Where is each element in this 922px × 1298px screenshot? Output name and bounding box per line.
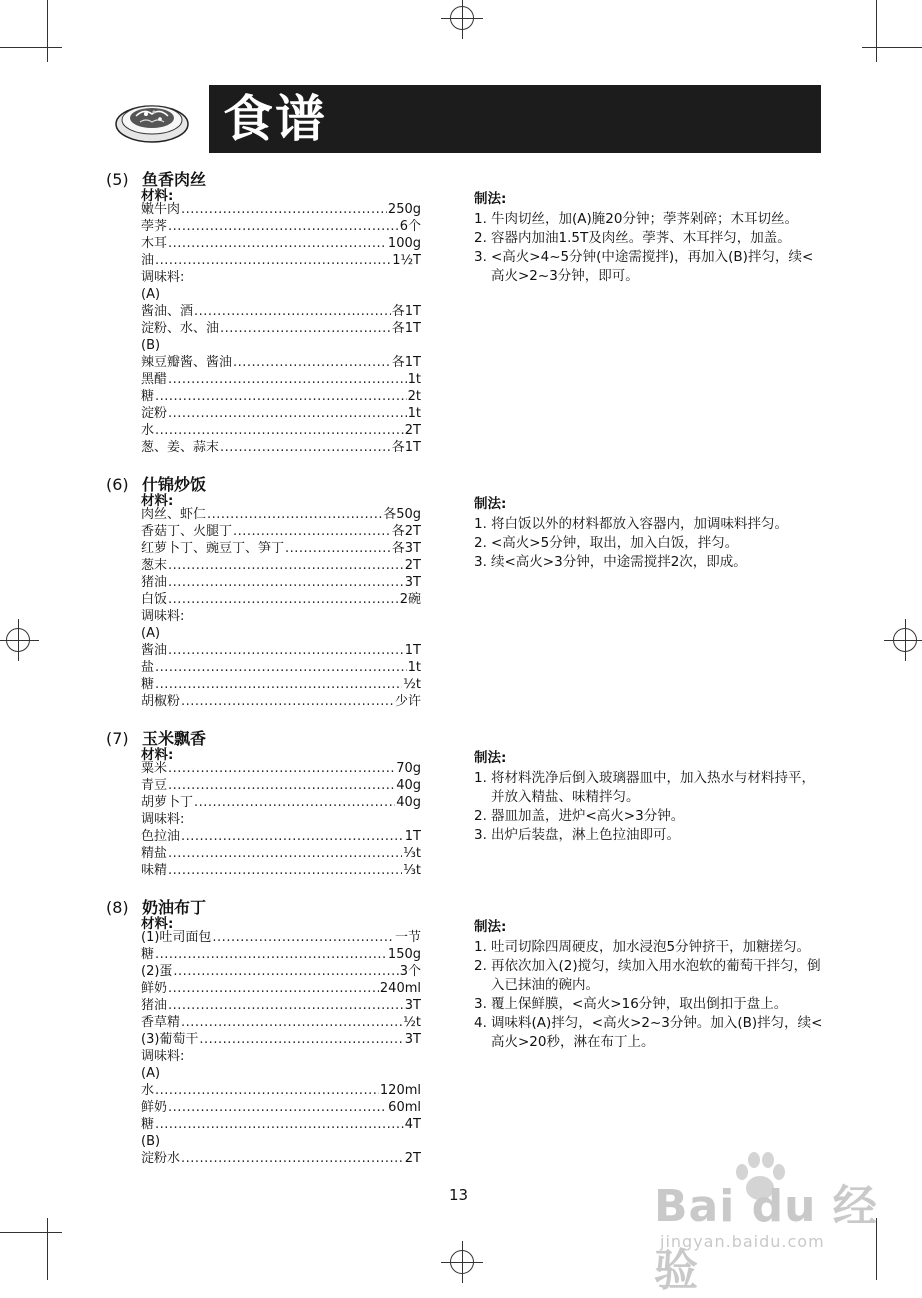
ingredient-name: 辣豆瓣酱、酱油: [141, 355, 233, 370]
ingredient-name: (2)蛋: [141, 964, 173, 979]
ingredient-amount: 各1T: [391, 440, 421, 455]
step-number: 1.: [474, 770, 487, 786]
materials-label: 材料:: [141, 916, 174, 932]
method-label: 制法:: [474, 496, 507, 512]
method-step: [474, 807, 826, 826]
ingredient-amount: ½t: [403, 677, 421, 692]
method-section: [474, 495, 826, 572]
leader-dots: [168, 777, 395, 794]
ingredient-amount: 40g: [396, 778, 421, 793]
leader-dots: [199, 1031, 403, 1048]
leader-dots: [220, 439, 391, 456]
leader-dots: [155, 1082, 379, 1099]
ingredient-name: 肉丝、虾仁: [141, 507, 207, 522]
step-number: 1.: [474, 939, 487, 955]
ingredient-subheading: 调味料:: [141, 609, 185, 624]
ingredient-amount: 各2T: [391, 524, 421, 539]
ingredient-row: [141, 439, 421, 456]
method-step: [474, 769, 826, 807]
recipe-number: (5): [106, 170, 129, 189]
ingredient-subheading: 调味料:: [141, 1049, 185, 1064]
ingredient-amount: 1T: [404, 829, 421, 844]
ingredient-name: 糖: [141, 1117, 155, 1132]
leader-dots: [173, 963, 398, 980]
ingredient-amount: 100g: [387, 236, 421, 251]
ingredient-row: [141, 1116, 421, 1133]
registration-mark-top: [450, 6, 474, 30]
crop-mark-top-right: [876, 0, 877, 62]
leader-dots: [168, 405, 407, 422]
leader-dots: [181, 693, 394, 710]
ingredient-amount: 各1T: [391, 355, 421, 370]
ingredient-name: 胡萝卜丁: [141, 795, 194, 810]
ingredient-amount: 2碗: [399, 592, 421, 607]
leader-dots: [181, 1014, 402, 1031]
leader-dots: [168, 235, 387, 252]
step-text: 器皿加盖，进炉<高火>3分钟。: [491, 808, 685, 824]
crop-mark-top-left: [47, 0, 48, 62]
ingredient-amount: 1T: [404, 643, 421, 658]
materials-label: 材料:: [141, 493, 174, 509]
ingredient-row: [141, 235, 421, 252]
ingredient-name: 糖: [141, 947, 155, 962]
ingredient-amount: 1½T: [392, 253, 421, 268]
ingredient-amount: 250g: [387, 202, 421, 217]
ingredient-amount: 40g: [396, 795, 421, 810]
leader-dots: [168, 371, 407, 388]
ingredient-name: 味精: [141, 863, 168, 878]
ingredient-amount: 70g: [396, 761, 421, 776]
leader-dots: [168, 218, 399, 235]
leader-dots: [168, 760, 395, 777]
leader-dots: [168, 557, 404, 574]
ingredient-row: [141, 218, 421, 235]
ingredient-name: 盐: [141, 660, 155, 675]
leader-dots: [233, 354, 391, 371]
step-text: <高火>4~5分钟(中途需搅拌)，再加入(B)拌匀，续<高火>2~3分钟，即可。: [491, 249, 814, 284]
ingredient-name: 色拉油: [141, 829, 181, 844]
step-text: 续<高火>3分钟，中途需搅拌2次，即成。: [491, 554, 747, 570]
ingredient-list: [141, 760, 421, 879]
ingredient-amount: 6个: [399, 219, 421, 234]
method-section: [474, 918, 826, 1052]
method-step: [474, 826, 826, 845]
recipe-number: (7): [106, 729, 129, 748]
crop-mark-bottom-left-h: [0, 1232, 62, 1233]
ingredient-name: (1)吐司面包: [141, 930, 212, 945]
leader-dots: [168, 997, 404, 1014]
step-text: 将白饭以外的材料都放入容器内，加调味料拌匀。: [491, 516, 788, 532]
method-step: [474, 995, 826, 1014]
ingredient-name: 水: [141, 423, 155, 438]
ingredient-subheading: 调味料:: [141, 270, 185, 285]
ingredient-subheading: (B): [141, 338, 161, 353]
dish-illustration-icon: [112, 92, 190, 144]
leader-dots: [233, 523, 391, 540]
ingredient-row: [141, 422, 421, 439]
ingredient-name: 葱末: [141, 558, 168, 573]
ingredient-amount: 少许: [394, 694, 421, 709]
ingredient-amount: 各1T: [391, 321, 421, 336]
ingredient-amount: 3T: [404, 575, 421, 590]
page-number: 13: [449, 1186, 469, 1204]
ingredient-row: [141, 1031, 421, 1048]
ingredient-row: [141, 1082, 421, 1099]
ingredient-subheading: 调味料:: [141, 812, 185, 827]
ingredient-amount: 3T: [404, 998, 421, 1013]
leader-dots: [155, 388, 407, 405]
method-step: [474, 248, 826, 286]
ingredient-subheading: (A): [141, 626, 161, 641]
title-bar-accent: [203, 85, 209, 153]
ingredient-row: [141, 201, 421, 218]
leader-dots: [155, 1116, 404, 1133]
ingredient-amount: 各3T: [391, 541, 421, 556]
ingredient-name: 酱油、酒: [141, 304, 194, 319]
method-label: 制法:: [474, 750, 507, 766]
method-step: [474, 515, 826, 534]
leader-dots: [285, 540, 391, 557]
ingredient-amount: 150g: [387, 947, 421, 962]
ingredient-amount: 4T: [404, 1117, 421, 1132]
step-text: 调味料(A)拌匀，<高火>2~3分钟。加入(B)拌匀，续<高火>20秒，淋在布丁上。: [491, 1015, 823, 1050]
ingredient-name: 淀粉水: [141, 1151, 181, 1166]
ingredient-name: 猪油: [141, 575, 168, 590]
ingredient-amount: 一节: [394, 930, 421, 945]
ingredient-name: 葱、姜、蒜末: [141, 440, 220, 455]
leader-dots: [168, 980, 379, 997]
ingredient-row: [141, 946, 421, 963]
registration-mark-left: [6, 628, 30, 652]
recipe-name: 鱼香肉丝: [142, 170, 207, 189]
leader-dots: [168, 574, 404, 591]
ingredient-name: 糖: [141, 677, 155, 692]
ingredient-row: [141, 693, 421, 710]
step-number: 2.: [474, 808, 487, 824]
method-section: [474, 749, 826, 845]
ingredient-row: [141, 642, 421, 659]
ingredient-name: 香菇丁、火腿丁: [141, 524, 233, 539]
leader-dots: [212, 929, 394, 946]
step-text: 再依次加入(2)搅匀，续加入用水泡软的葡萄干拌匀，倒入已抹油的碗内。: [491, 958, 821, 993]
leader-dots: [207, 506, 382, 523]
leader-dots: [155, 676, 402, 693]
ingredient-name: 红萝卜丁、豌豆丁、笋丁: [141, 541, 285, 556]
ingredient-name: 白饭: [141, 592, 168, 607]
leader-dots: [155, 422, 404, 439]
leader-dots: [155, 946, 387, 963]
step-text: 吐司切除四周硬皮，加水浸泡5分钟挤干，加糖搓匀。: [491, 939, 811, 955]
ingredient-amount: 1t: [407, 660, 421, 675]
leader-dots: [168, 591, 399, 608]
ingredient-row: [141, 303, 421, 320]
materials-label: 材料:: [141, 188, 174, 204]
ingredient-list: [141, 929, 421, 1167]
ingredient-row: [141, 320, 421, 337]
step-text: <高火>5分钟，取出，加入白饭，拌匀。: [491, 535, 739, 551]
recipe-name: 玉米飘香: [142, 729, 207, 748]
method-step: [474, 553, 826, 572]
ingredient-row: [141, 845, 421, 862]
ingredient-name: 鲜奶: [141, 1100, 168, 1115]
step-number: 2.: [474, 535, 487, 551]
leader-dots: [194, 303, 391, 320]
ingredient-amount: 3个: [399, 964, 421, 979]
ingredient-amount: ½t: [403, 1015, 421, 1030]
recipe-number: (6): [106, 475, 129, 494]
crop-mark-bottom-left: [47, 1218, 48, 1280]
step-text: 覆上保鲜膜，<高火>16分钟，取出倒扣于盘上。: [491, 996, 788, 1012]
leader-dots: [181, 1150, 404, 1167]
registration-mark-bottom: [450, 1250, 474, 1274]
ingredient-amount: 240ml: [379, 981, 421, 996]
ingredient-row: [141, 506, 421, 523]
method-step: [474, 229, 826, 248]
step-number: 1.: [474, 211, 487, 227]
ingredient-list: [141, 201, 421, 456]
baidu-watermark: [630, 1150, 880, 1296]
ingredient-row: [141, 777, 421, 794]
ingredient-amount: 各1T: [391, 304, 421, 319]
leader-dots: [168, 642, 404, 659]
step-number: 3.: [474, 554, 487, 570]
leader-dots: [181, 201, 387, 218]
materials-label: 材料:: [141, 747, 174, 763]
step-number: 3.: [474, 249, 487, 265]
ingredient-row: [141, 252, 421, 269]
leader-dots: [155, 659, 407, 676]
ingredient-row: [141, 963, 421, 980]
step-number: 1.: [474, 516, 487, 532]
ingredient-name: 粟米: [141, 761, 168, 776]
ingredient-subheading: (A): [141, 287, 161, 302]
ingredient-amount: 2T: [404, 423, 421, 438]
ingredient-row: [141, 1014, 421, 1031]
ingredient-row: [141, 862, 421, 879]
ingredient-row: [141, 371, 421, 388]
step-number: 2.: [474, 230, 487, 246]
ingredient-row: [141, 997, 421, 1014]
method-step: [474, 938, 826, 957]
recipe-name: 奶油布丁: [142, 898, 207, 917]
ingredient-name: 酱油: [141, 643, 168, 658]
method-section: [474, 190, 826, 286]
ingredient-row: [141, 676, 421, 693]
ingredient-name: 木耳: [141, 236, 168, 251]
method-label: 制法:: [474, 191, 507, 207]
ingredient-amount: 120ml: [379, 1083, 421, 1098]
ingredient-name: 淀粉、水、油: [141, 321, 220, 336]
ingredient-amount: 1t: [407, 406, 421, 421]
ingredient-name: (3)葡萄干: [141, 1032, 199, 1047]
ingredient-amount: 2T: [404, 1151, 421, 1166]
ingredient-amount: ⅓t: [403, 846, 421, 861]
ingredient-name: 黑醋: [141, 372, 168, 387]
ingredient-row: [141, 523, 421, 540]
ingredient-subheading: (B): [141, 1134, 161, 1149]
ingredient-row: [141, 980, 421, 997]
recipe-name: 什锦炒饭: [142, 475, 207, 494]
ingredient-name: 水: [141, 1083, 155, 1098]
ingredient-amount: 各50g: [383, 507, 421, 522]
step-number: 2.: [474, 958, 487, 974]
leader-dots: [220, 320, 391, 337]
ingredient-name: 猪油: [141, 998, 168, 1013]
leader-dots: [181, 828, 404, 845]
page-title-bar: [203, 85, 821, 153]
step-number: 4.: [474, 1015, 487, 1031]
leader-dots: [168, 845, 402, 862]
ingredient-row: [141, 540, 421, 557]
ingredient-name: 荸荠: [141, 219, 168, 234]
recipe-number: (8): [106, 898, 129, 917]
method-step: [474, 957, 826, 995]
ingredient-name: 青豆: [141, 778, 168, 793]
ingredient-amount: 2t: [407, 389, 421, 404]
method-step: [474, 1014, 826, 1052]
ingredient-name: 精盐: [141, 846, 168, 861]
ingredient-row: [141, 354, 421, 371]
ingredient-subheading: (A): [141, 1066, 161, 1081]
method-step: [474, 210, 826, 229]
ingredient-row: [141, 388, 421, 405]
step-text: 出炉后装盘，淋上色拉油即可。: [491, 827, 680, 843]
watermark-logo: Bai du 经验: [654, 1181, 878, 1296]
step-number: 3.: [474, 827, 487, 843]
watermark-url: jingyan.baidu.com: [660, 1232, 825, 1251]
crop-mark-top-left-h: [0, 47, 62, 48]
method-label: 制法:: [474, 919, 507, 935]
ingredient-name: 淀粉: [141, 406, 168, 421]
leader-dots: [168, 862, 402, 879]
ingredient-row: [141, 557, 421, 574]
ingredient-name: 油: [141, 253, 155, 268]
ingredient-row: [141, 405, 421, 422]
ingredient-row: [141, 760, 421, 777]
ingredient-amount: ⅓t: [403, 863, 421, 878]
ingredient-name: 嫩牛肉: [141, 202, 181, 217]
ingredient-amount: 60ml: [388, 1100, 421, 1115]
ingredient-list: [141, 506, 421, 710]
ingredient-amount: 1t: [407, 372, 421, 387]
ingredient-row: [141, 929, 421, 946]
ingredient-row: [141, 591, 421, 608]
ingredient-amount: 3T: [404, 1032, 421, 1047]
leader-dots: [194, 794, 395, 811]
step-text: 牛肉切丝，加(A)腌20分钟；荸荠剁碎；木耳切丝。: [491, 211, 798, 227]
ingredient-name: 鲜奶: [141, 981, 168, 996]
ingredient-row: [141, 574, 421, 591]
ingredient-name: 胡椒粉: [141, 694, 181, 709]
step-text: 将材料洗净后倒入玻璃器皿中，加入热水与材料持平，并放入精盐、味精拌匀。: [491, 770, 815, 805]
step-number: 3.: [474, 996, 487, 1012]
ingredient-name: 糖: [141, 389, 155, 404]
page-title: 食谱: [223, 90, 327, 148]
method-step: [474, 534, 826, 553]
ingredient-row: [141, 659, 421, 676]
ingredient-row: [141, 1150, 421, 1167]
registration-mark-right: [893, 628, 917, 652]
step-text: 容器内加油1.5T及肉丝。荸荠、木耳拌匀，加盖。: [491, 230, 791, 246]
leader-dots: [168, 1099, 387, 1116]
ingredient-name: 香草精: [141, 1015, 181, 1030]
leader-dots: [155, 252, 391, 269]
ingredient-amount: 2T: [404, 558, 421, 573]
ingredient-row: [141, 794, 421, 811]
crop-mark-top-right-h: [862, 47, 922, 48]
ingredient-row: [141, 1099, 421, 1116]
ingredient-row: [141, 828, 421, 845]
